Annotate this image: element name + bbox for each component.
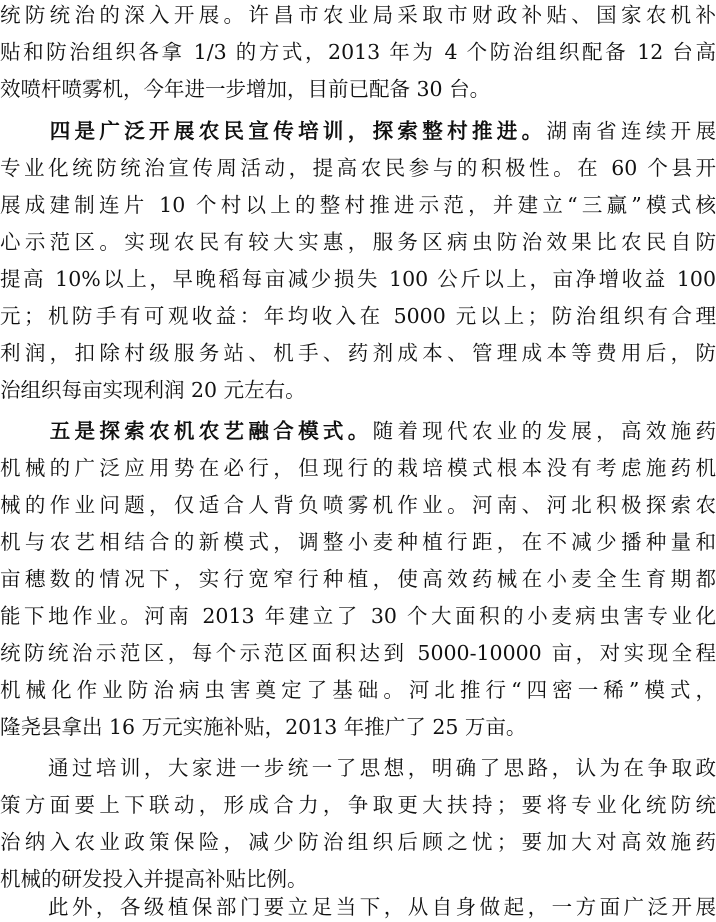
- text-line: 机械化作业防治病虫害奠定了基础。河北推行“四密一稀”模式，: [0, 678, 716, 702]
- text-line: 提高 10%以上，早晚稻每亩减少损失 100 公斤以上，亩净增收益 100: [0, 267, 716, 291]
- text-line: 治组织每亩实现利润 20 元左右。: [0, 378, 306, 402]
- text-line: 策方面要上下联动，形成合力，争取更大扶持；要将专业化统防统: [0, 793, 716, 817]
- paragraph-heading-five: 五是探索农机农艺融合模式。: [49, 419, 373, 443]
- text-line: 机械的广泛应用势在必行，但现行的栽培模式根本没有考虑施药机: [0, 456, 716, 480]
- text-line: 械的作业问题，仅适合人背负喷雾机作业。河南、河北积极探索农: [0, 493, 716, 517]
- text-line: 统防统治示范区，每个示范区面积达到 5000-10000 亩，对实现全程: [0, 641, 716, 665]
- text-line: 此外，各级植保部门要立足当下，从自身做起，一方面广泛开展: [0, 895, 716, 919]
- text-line: 机械的研发投入并提高补贴比例。: [0, 867, 308, 891]
- text-line: 效喷杆喷雾机，今年进一步增加，目前已配备 30 台。: [0, 77, 491, 101]
- paragraph-heading-four: 四是广泛开展农民宣传培训，探索整村推进。: [49, 119, 547, 143]
- text-line: 元；机防手有可观收益：年均收入在 5000 元以上；防治组织有合理: [0, 304, 716, 328]
- text-line: 通过培训，大家进一步统一了思想，明确了思路，认为在争取政: [0, 756, 716, 780]
- text-line: 贴和防治组织各拿 1/3 的方式，2013 年为 4 个防治组织配备 12 台高: [0, 40, 716, 64]
- text-line: 统防统治的深入开展。许昌市农业局采取市财政补贴、国家农机补: [0, 3, 716, 27]
- text-line: 机与农艺相结合的新模式，调整小麦种植行距，在不减少播种量和: [0, 530, 716, 554]
- text-line: 心示范区。实现农民有较大实惠，服务区病虫防治效果比农民自防: [0, 230, 716, 254]
- text-line: 治纳入农业政策保险，减少防治组织后顾之忧；要加大对高效施药: [0, 830, 716, 854]
- text-line: 展成建制连片 10 个村以上的整村推进示范，并建立“三赢”模式核: [0, 193, 716, 217]
- text-line: 亩穗数的情况下，实行宽窄行种植，使高效药械在小麦全生育期都: [0, 567, 716, 591]
- text-line: 能下地作业。河南 2013 年建立了 30 个大面积的小麦病虫害专业化: [0, 604, 716, 628]
- paragraph-five-first-line: 五是探索农机农艺融合模式。随着现代农业的发展，高效施药: [49, 419, 716, 443]
- text-line: 隆尧县拿出 16 万元实施补贴，2013 年推广了 25 万亩。: [0, 715, 527, 739]
- text-line: 利润，扣除村级服务站、机手、药剂成本、管理成本等费用后，防: [0, 341, 716, 365]
- paragraph-four-first-line: 四是广泛开展农民宣传培训，探索整村推进。湖南省连续开展: [49, 119, 716, 143]
- text-line: 专业化统防统治宣传周活动，提高农民参与的积极性。在 60 个县开: [0, 156, 716, 180]
